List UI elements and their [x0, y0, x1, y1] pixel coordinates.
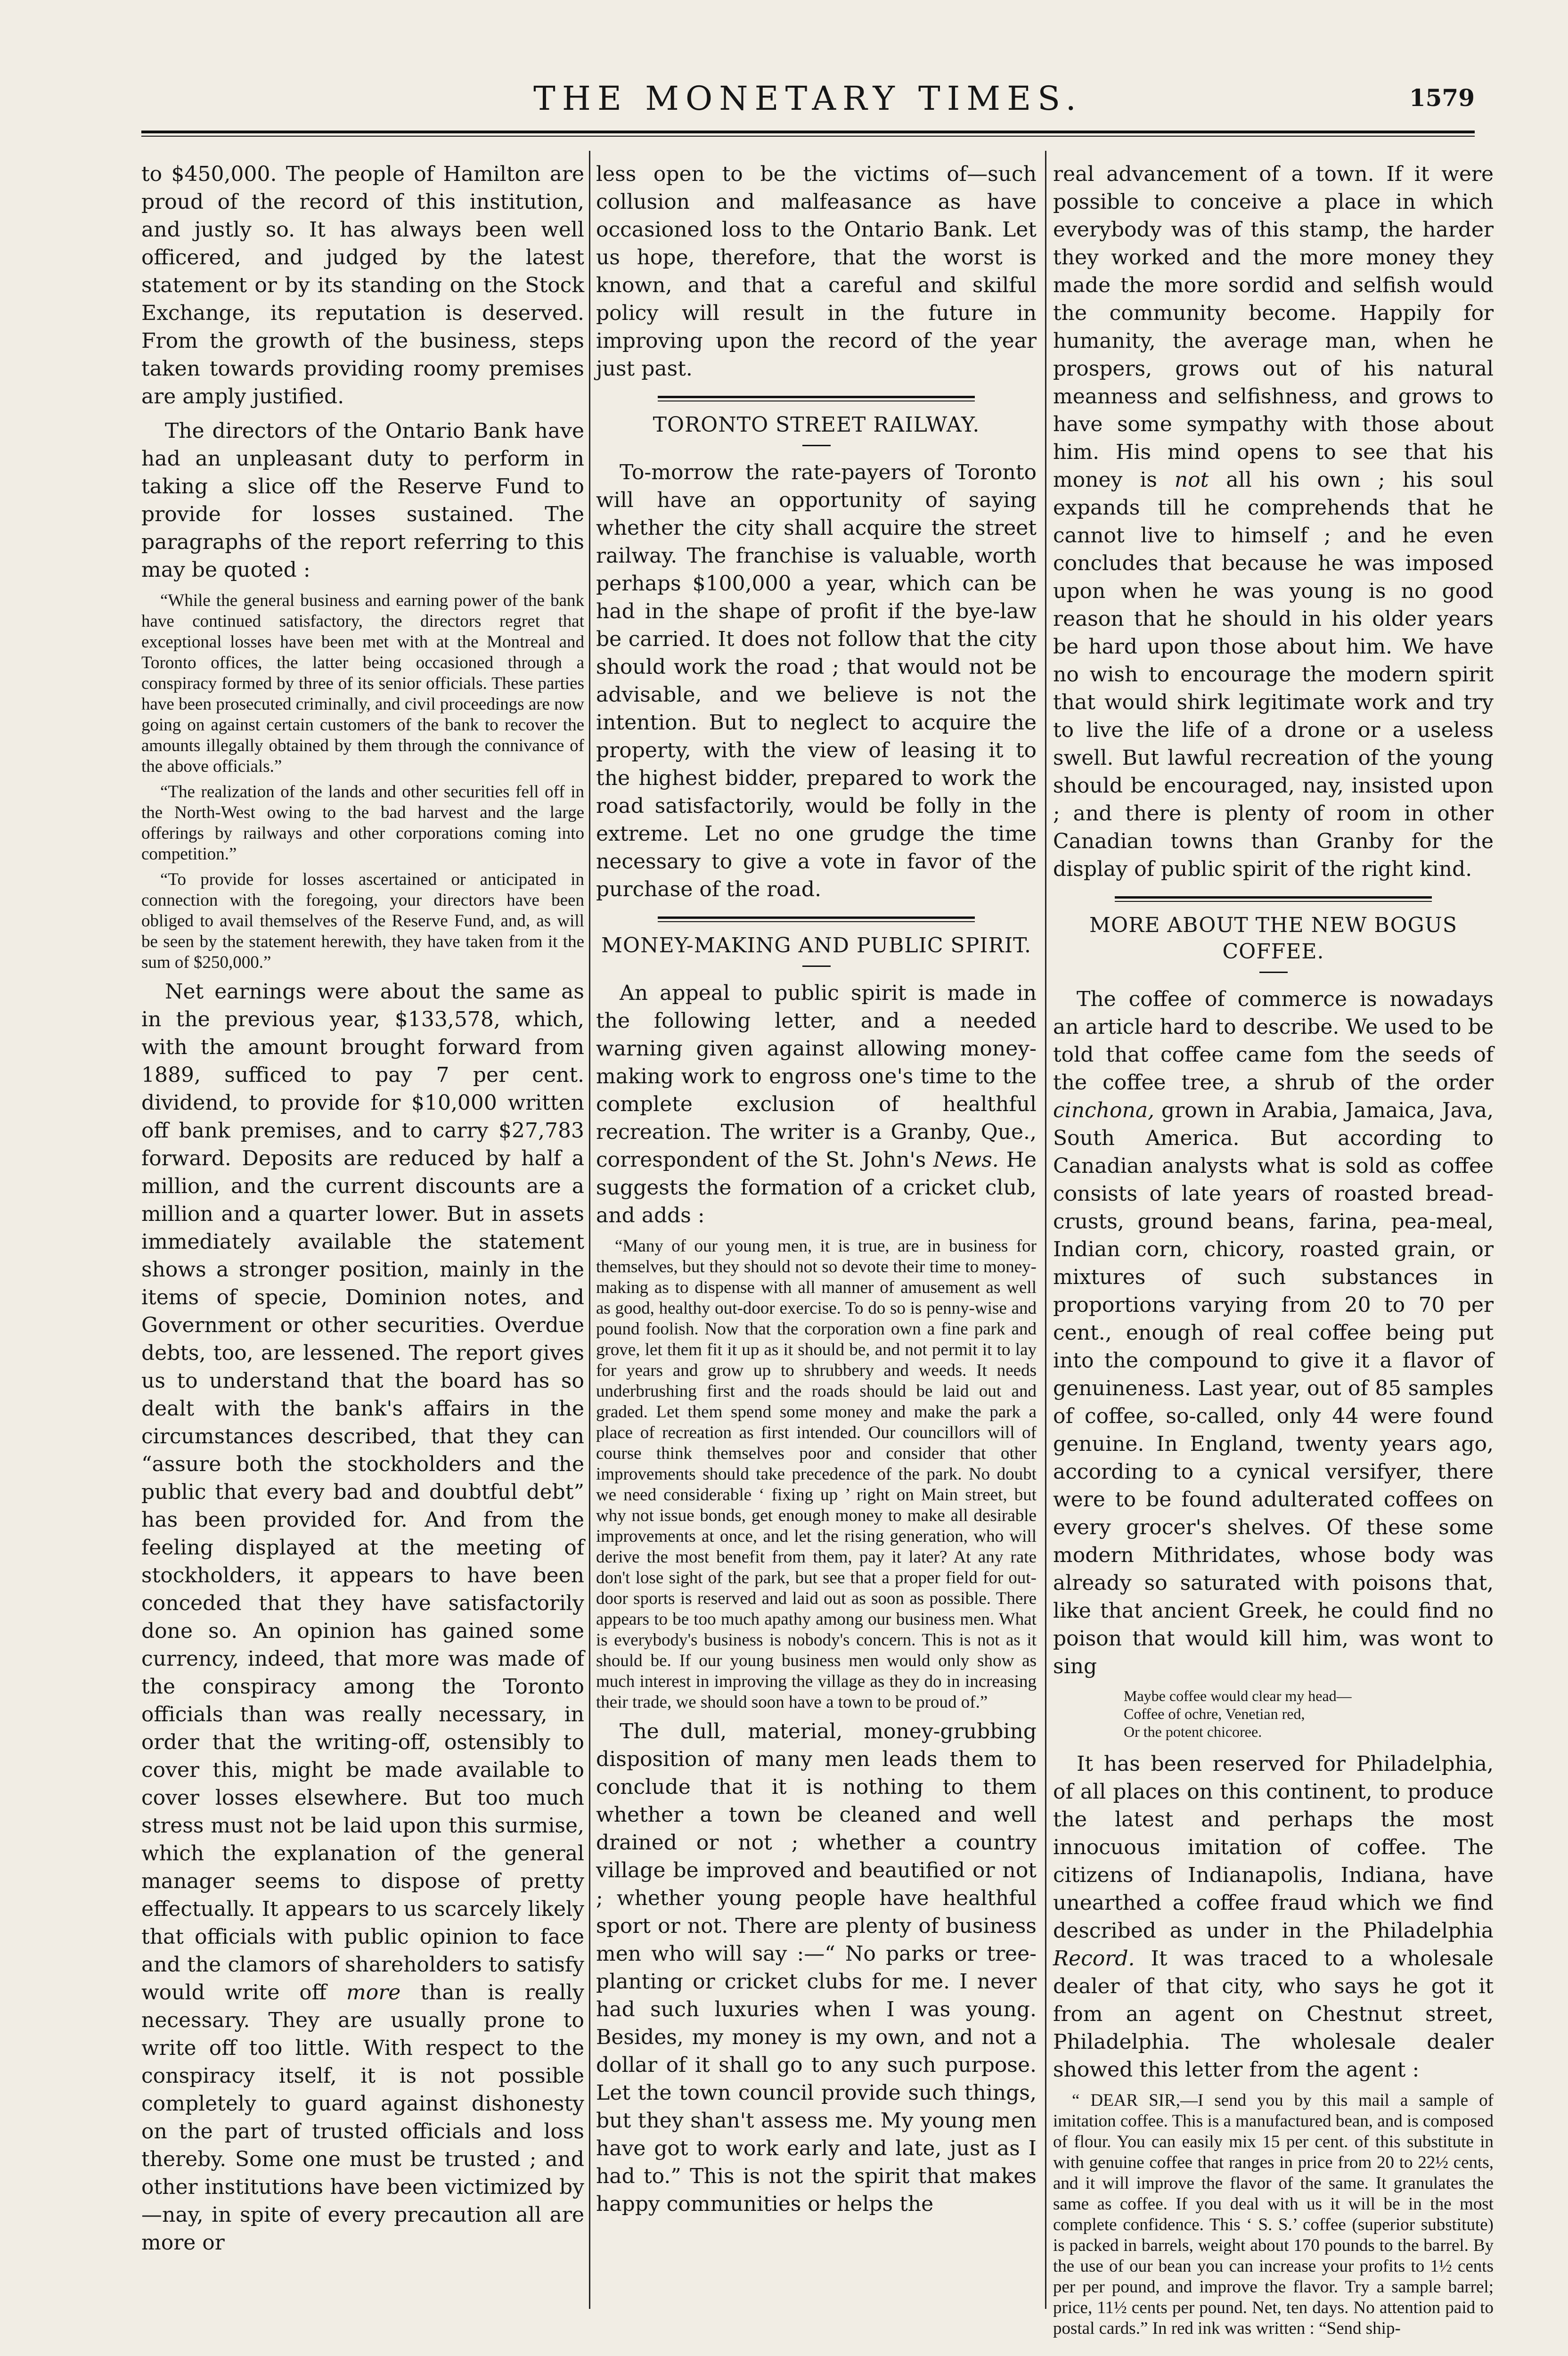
heading-rule — [802, 965, 831, 967]
header-rule — [141, 131, 1475, 137]
column-right — [1053, 160, 1494, 2338]
paragraph — [141, 978, 584, 2257]
text-run: It has been reserved for Philadelphia, of all places on this continent, to produce the latest and perhaps the most innocuous imitation of coffee. The citizens of Indianapolis, Indiana, have unearthed a coffee fraud which we find described as under in the Philadelphia — [1053, 1752, 1494, 1943]
block-quote: “Many of our young men, it is true, are in business for themselves, but they should not so devote their time to money-making as to dispense with all manner of amusement as well as good, healthy out-door exercise. To do so is penny-wise and pound foolish. Now that the corporation own a fine park and grove, let them fit it up as it should be, and not permit it to lay for years and grow up to shrubbery and weeds. It needs underbrushing first and the roads should be laid out and graded. Let them spend some money and make the park a place of recreation as first intended. Our councillors will of course think themselves poor and consider that other improvements should take precedence of the park. No doubt we need considerable ‘ fixing up ’ right on Main street, but why not issue bonds, get enough money to make all desirable improvements at once, and let the rising generation, who will derive the most benefit from them, pay it later? At any rate don't lose sight of the park, but see that a proper field for out-door sports is reserved and laid out as soon as possible. There appears to be too much apathy among our business men. What is everybody's business is nobody's concern. This is not as it should be. If our young business men would only show as much interest in improving the village as they do in increasing their trade, we should soon have a town to be proud of.” — [596, 1236, 1037, 1712]
column-middle — [596, 160, 1037, 2309]
emphasis: Record. — [1053, 1947, 1135, 1971]
section-rule — [658, 916, 975, 922]
heading-rule — [1259, 972, 1288, 973]
text-run: He suggests the formation of a cricket club, and adds : — [596, 1148, 1037, 1227]
text-run: Net earnings were about the same as in the previous year, $133,578, which, with the amount brought forward from 1889, sufficed to pay 7 per cent. dividend, to provide for $10,000 written off bank premises, and to carry $27,783 forward. Deposits are reduced by half a million, and the current discounts are a million and a quarter lower. But in assets immediately available the statement shows a stronger position, mainly in the items of specie, Dominion notes, and Government or other securities. Overdue debts, too, are lessened. The report gives us to understand that the board has so dealt with the bank's affairs in the circumstances described, that they can “assure both the stockholders and the public that every bad and doubtful debt” has been provided for. And from the feeling displayed at the meeting of stockholders, it appears to have been conceded that they have satisfactorily done so. An opinion has gained some currency, indeed, that more was made of the conspiracy among the Toronto officials than was really necessary, in order that the writing-off, ostensibly to cover this, might be made available to cover losses elsewhere. But too much stress must not be laid upon this surmise, which the explanation of the general manager seems to dispose of pretty effectually. It appears to us scarcely likely that officials with public opinion to face and the clamors of shareholders to satisfy would write off — [141, 980, 584, 2004]
text-run: It was traced to a wholesale dealer of that city, who says he got it from an agent on Chestnut street, Philadelphia. The wholesale dealer showed this letter from the agent : — [1053, 1947, 1494, 2082]
paragraph — [1053, 985, 1494, 1680]
paragraph — [596, 979, 1037, 1229]
page-number: 1579 — [1409, 84, 1475, 112]
text-run: real advancement of a town. If it were possible to conceive a place in which everybody was of this stamp, the harder they worked and the more money they made the more sordid and selfish would the community become. Happily for humanity, the average man, when he prospers, grows out of his natural meanness and selfishness, and grows to have some sympathy with those about him. His mind opens to see that his money is — [1053, 162, 1494, 492]
paragraph: to $450,000. The people of Hamilton are proud of the record of this institution, and justly so. It has always been well officered, and judged by the latest statement or by its standing on the Stock Exchange, its reputation is deserved. From the growth of the business, steps taken towards providing roomy premises are amply justified. — [141, 162, 584, 409]
paragraph — [1053, 1750, 1494, 2084]
block-quote: “The realization of the lands and other securities fell off in the North-West owing to the bad harvest and the large offerings by railways and other corporations coming into competition.” — [141, 782, 584, 864]
section-heading: MONEY-MAKING AND PUBLIC SPIRIT. — [601, 933, 1032, 957]
paragraph: The dull, material, money-grubbing disposition of many men leads them to conclude that it is nothing to them whether a town be cleaned and well drained or not ; whether a country village be improved and beautified or not ; whether young people have healthful sport or not. There are plenty of business men who will say :—“ No parks or tree-planting or cricket clubs for me. I never had such luxuries when I was young. Besides, my money is my own, and not a dollar of it shall go to any such purpose. Let the town council provide such things, but they shan't assess me. My young men have got to work early and late, just as I had to.” This is not the spirit that makes happy communities or helps the — [596, 1719, 1037, 2216]
verse-line: Or the potent chicoree. — [1124, 1723, 1262, 1740]
section-rule — [1115, 896, 1432, 902]
column-left — [141, 160, 584, 2309]
text-run: grown in Arabia, Jamaica, Java, South America. But according to Canadian analysts what is sold as coffee consists of late years of roasted bread-crusts, ground beans, farina, pea-meal, Indian corn, chicory, roasted grain, or mixtures of such substances in proportions varying from 20 to 70 per cent., enough of real coffee being put into the compound to give it a flavor of genuineness. Last year, out of 85 samples of coffee, so-called, only 44 were found genuine. In England, twenty years ago, according to a cynical versifyer, there were to be found adulterated coffees on every grocer's shelves. Of these some modern Mithridates, whose body was already so saturated with poisons that, like that ancient Greek, he could find no poison that would kill him, was wont to sing — [1053, 1098, 1494, 1678]
section-heading: TORONTO STREET RAILWAY. — [653, 413, 980, 437]
text-run: The coffee of commerce is nowadays an article hard to describe. We used to be told that coffee came fom the seeds of the coffee tree, a shrub of the order — [1053, 987, 1494, 1095]
emphasis: cinchona, — [1053, 1098, 1155, 1122]
emphasis: not — [1174, 468, 1209, 492]
verse-line: Coffee of ochre, Venetian red, — [1124, 1705, 1305, 1722]
section-rule — [658, 396, 975, 401]
verse — [1124, 1687, 1494, 1741]
text-run: than is really necessary. They are usually prone to write off too little. With respect to the conspiracy itself, it is not possible completely to guard against dishonesty on the part of trusted officials and loss thereby. Some one must be trusted ; and other institutions have been victimized by—nay, in spite of every precaution all are more or — [141, 1980, 584, 2255]
emphasis: News. — [933, 1148, 999, 1172]
paragraph: less open to be the victims of—such collusion and malfeasance as have occasioned loss to the Ontario Bank. Let us hope, therefore, that the worst is known, and that a careful and skilful policy will result in the future in improving upon the record of the year just past. — [596, 162, 1037, 381]
section-heading: MORE ABOUT THE NEW BOGUS COFFEE. — [1089, 913, 1458, 964]
heading-rule — [802, 445, 831, 446]
text-run: An appeal to public spirit is made in the following letter, and a needed warning given against allowing money-making work to engross one's time to the complete exclusion of healthful recreation. The writer is a Granby, Que., correspondent of the St. John's — [596, 981, 1037, 1172]
paragraph: The directors of the Ontario Bank have had an unpleasant duty to perform in taking a slice off the Reserve Fund to provide for losses sustained. The paragraphs of the report referring to this may be quoted : — [141, 419, 584, 582]
verse-line: Maybe coffee would clear my head— — [1124, 1687, 1352, 1704]
column-divider — [589, 151, 590, 2309]
masthead: THE MONETARY TIMES. — [533, 79, 1083, 118]
page-header — [141, 71, 1475, 137]
column-divider — [1045, 151, 1046, 2309]
emphasis: more — [346, 1980, 401, 2004]
paragraph — [1053, 160, 1494, 883]
block-quote: “While the general business and earning power of the bank have continued satisfactory, the directors regret that exceptional losses have been met with at the Montreal and Toronto offices, the latter being occasioned through a conspiracy formed by three of its senior officials. These parties have been prosecuted criminally, and civil proceedings are now going on against certain customers of the bank to recover the amounts illegally obtained by them through the connivance of the above officials.” — [141, 591, 584, 776]
block-quote: “To provide for losses ascertained or anticipated in connection with the foregoing, your directors have been obliged to avail themselves of the Reserve Fund, and, as will be seen by the statement herewith, they have taken from it the sum of $250,000.” — [141, 870, 584, 972]
text-run: all his own ; his soul expands till he comprehends that he cannot live to himself ; and he even concludes that because he was imposed upon when he was young is no good reason that he should in his older years be hard upon those about him. We have no wish to encourage the modern spirit that would shirk legitimate work and try to live the life of a drone or a useless swell. But lawful recreation of the young should be encouraged, nay, insisted upon ; and there is plenty of room in other Canadian towns than Granby for the display of public spirit of the right kind. — [1053, 468, 1494, 881]
block-quote: “ DEAR SIR,—I send you by this mail a sample of imitation coffee. This is a manufactured bean, and is composed of flour. You can easily mix 15 per cent. of this substitute in with genuine coffee that ranges in price from 20 to 22½ cents, and it will improve the flavor of the same. It granulates the same as coffee. If you deal with us it will be in the most complete confidence. This ‘ S. S.’ coffee (superior substitute) is packed in barrels, weight about 170 pounds to the barrel. By the use of our bean you can increase your profits to 1½ cents per per pound, and improve the flavor. Try a sample barrel; price, 11½ cents per pound. Net, ten days. No attention paid to postal cards.” In red ink was written : “Send ship- — [1053, 2091, 1494, 2338]
paragraph: To-morrow the rate-payers of Toronto will have an opportunity of saying whether the city shall acquire the street railway. The franchise is valuable, worth perhaps $100,000 a year, which can be had in the shape of profit if the bye-law be carried. It does not follow that the city should work the road ; that would not be advisable, and we believe is not the intention. But to neglect to acquire the property, with the view of leasing it to the highest bidder, prepared to work the road satisfactorily, would be folly in the extreme. Let no one grudge the time necessary to give a vote in favor of the purchase of the road. — [596, 460, 1037, 901]
